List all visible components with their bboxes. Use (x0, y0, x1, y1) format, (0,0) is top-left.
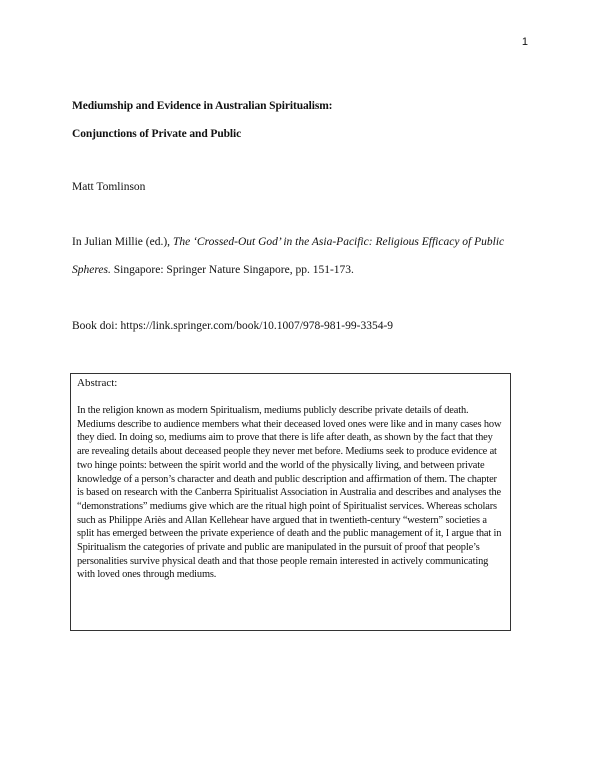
abstract-box (70, 373, 511, 631)
citation-publisher: Singapore: Springer Nature Singapore, pp. 151-173. (110, 264, 354, 276)
citation-line-2 (72, 264, 354, 276)
book-doi: Book doi: https://link.springer.com/book/10.1007/978-981-99-3354-9 (72, 320, 394, 332)
citation-line-1 (72, 236, 504, 248)
book-title-part2: Spheres. (72, 264, 111, 276)
abstract-label: Abstract: (77, 377, 118, 389)
book-title-part1: The ‘Crossed-Out God’ in the Asia-Pacific: Religious Efficacy of Public (172, 236, 505, 248)
abstract-text: In the religion known as modern Spiritualism, mediums publicly describe private details of death. Mediums describe to audience members what their deceased loved ones were like and in many cases how they died. In doing so, mediums aim to prove that there is life after death, as shown by the fact that they are revealing details about deceased people they never met before. Mediums seek to produce evidence at two hinge points: between the spirit world and the world of the physically living, and between private knowledge of a person’s character and death and public description and affirmation of them. The chapter is based on research with the Canberra Spiritualist Association in Australia and describes and analyses the “demonstrations” mediums give which are the ritual high point of Spiritualist services. Whereas scholars such as Philippe Ariès and Allan Kellehear have argued that in twentieth-century “western” societies a split has emerged between the private experience of death and the public management of it, I argue that in Spiritualism the categories of private and public are manipulated in the pursuit of proof that people’s personalities survive physical death and that those people remain interested in actively communicating with loved ones through mediums. (77, 405, 502, 581)
title-line-1: Mediumship and Evidence in Australian Spiritualism: (72, 100, 333, 112)
author-name: Matt Tomlinson (72, 181, 146, 193)
page-number: 1 (521, 36, 528, 48)
citation-prefix: In Julian Millie (ed.), (72, 236, 173, 248)
title-line-2: Conjunctions of Private and Public (72, 128, 242, 140)
